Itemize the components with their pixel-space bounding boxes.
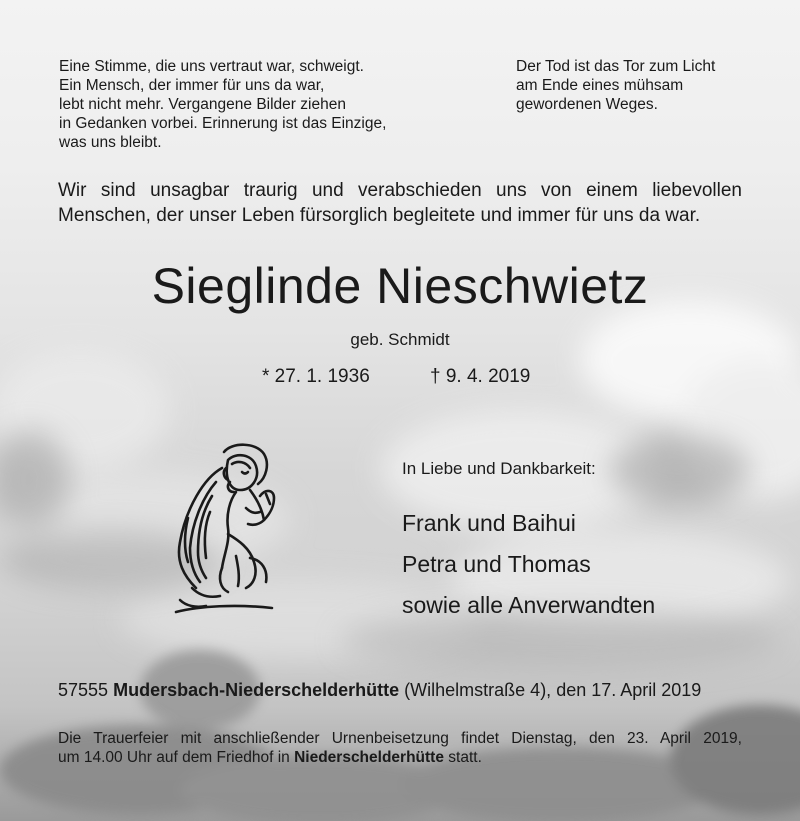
zip-code: 57555 xyxy=(58,680,109,700)
town-name: Mudersbach-Niederschelderhütte xyxy=(113,680,400,700)
praying-angel-icon xyxy=(166,438,282,620)
intro-line-1: Wir sind unsagbar traurig und verabschieden uns von einem liebevollen xyxy=(58,180,742,201)
mourners-list xyxy=(402,503,655,626)
birth-date: * 27. 1. 1936 xyxy=(262,366,370,387)
quote-right-line: am Ende eines mühsam xyxy=(516,77,684,94)
quote-left-line: Ein Mensch, der immer für uns da war, xyxy=(59,77,325,94)
intro-text xyxy=(58,178,742,228)
mourner-name: Frank und Baihui xyxy=(402,510,576,536)
cemetery-place: Niederschelderhütte xyxy=(294,749,444,766)
address-date: (Wilhelmstraße 4), den 17. April 2019 xyxy=(404,680,702,700)
intro-line-2: Menschen, der unser Leben fürsorglich begleitete und immer für uns da war. xyxy=(58,205,701,226)
funeral-line-1: Die Trauerfeier mit anschließender Urnenbeisetzung findet Dienstag, den 23. April 2019, xyxy=(58,730,742,747)
funeral-line-2-end: statt. xyxy=(448,749,482,766)
quote-right-line: gewordenen Weges. xyxy=(516,96,658,113)
funeral-notice xyxy=(58,729,742,767)
quote-right xyxy=(516,57,776,114)
funeral-line-2-start: um 14.00 Uhr auf dem Friedhof in xyxy=(58,749,290,766)
quote-left xyxy=(59,57,439,152)
quote-right-line: Der Tod ist das Tor zum Licht xyxy=(516,58,716,75)
quote-left-line: Eine Stimme, die uns vertraut war, schweigt. xyxy=(59,58,364,75)
place-date-line xyxy=(58,680,701,701)
funeral-line-2 xyxy=(58,748,742,767)
mourner-name: Petra und Thomas xyxy=(402,551,591,577)
mourners-intro: In Liebe und Dankbarkeit: xyxy=(402,459,596,478)
deceased-name: Sieglinde Nieschwietz xyxy=(151,258,649,314)
mourner-name: sowie alle Anverwandten xyxy=(402,592,656,618)
birth-name: geb. Schmidt xyxy=(350,330,450,349)
quote-left-line: was uns bleibt. xyxy=(59,134,162,151)
quote-left-line: in Gedanken vorbei. Erinnerung ist das Einzige, xyxy=(59,115,387,132)
quote-left-line: lebt nicht mehr. Vergangene Bilder ziehen xyxy=(59,96,346,113)
death-date: † 9. 4. 2019 xyxy=(430,366,531,387)
